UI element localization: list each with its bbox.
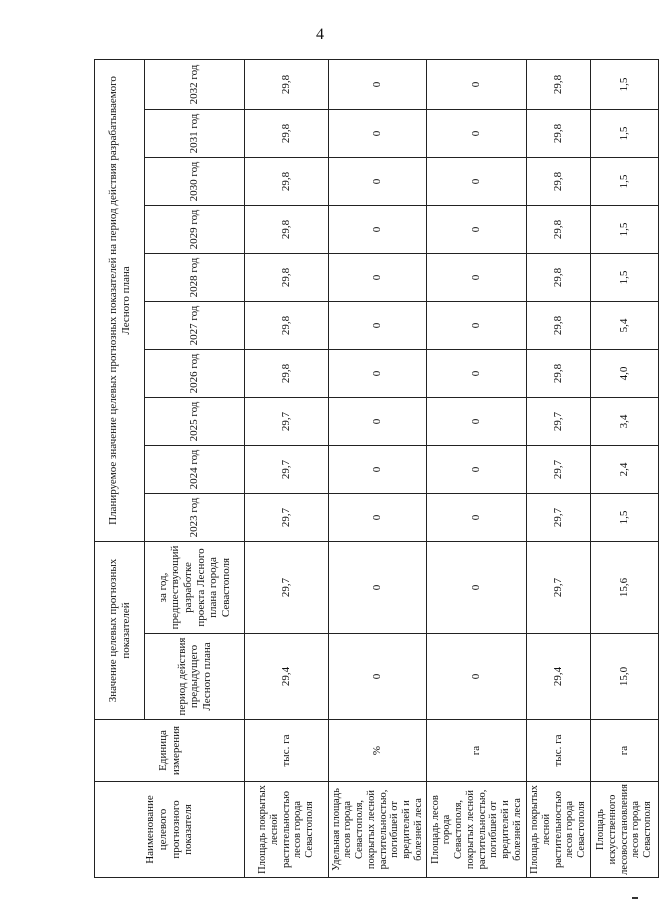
year-value-cell: 0 xyxy=(427,349,527,397)
prev-year-cell: 0 xyxy=(427,541,527,633)
year-value-cell: 29,7 xyxy=(245,445,329,493)
indicator-name: Площадь лесов города Севастополя, покрытых лесной растительностью, погибшей от вредителей и болезней леса xyxy=(427,782,527,878)
year-value-cell: 0 xyxy=(329,397,427,445)
year-value-cell: 29,8 xyxy=(245,301,329,349)
year-value-cell: 0 xyxy=(329,349,427,397)
prev-period-cell: 0 xyxy=(329,634,427,720)
prev-year-cell: 29,7 xyxy=(245,541,329,633)
year-value-cell: 1,5 xyxy=(591,205,659,253)
indicator-name: Удельная площадь лесов города Севастополя, покрытых лесной растительностью, погибшей от вредителей и болезней леса xyxy=(329,782,427,878)
header-year: 2031 год xyxy=(145,109,245,157)
year-value-cell: 0 xyxy=(329,493,427,541)
year-value-cell: 29,8 xyxy=(245,349,329,397)
year-value-cell: 0 xyxy=(427,397,527,445)
year-value-cell: 29,8 xyxy=(245,109,329,157)
year-value-cell: 1,5 xyxy=(591,157,659,205)
indicator-name: Площадь покрытых лесной растительностью лесов города Севастополя xyxy=(527,782,591,878)
year-value-cell: 29,8 xyxy=(527,349,591,397)
header-values-group: Значение целевых прогнозных показателей xyxy=(95,541,145,719)
header-prev-year: за год, предшествующий разработке проекта Лесного плана города Севастополя xyxy=(145,541,245,633)
year-value-cell: 29,7 xyxy=(527,397,591,445)
prev-year-cell: 15,6 xyxy=(591,541,659,633)
header-year: 2030 год xyxy=(145,157,245,205)
year-value-cell: 1,5 xyxy=(591,59,659,109)
table-row xyxy=(427,59,527,877)
year-value-cell: 29,7 xyxy=(527,493,591,541)
year-value-cell: 0 xyxy=(427,253,527,301)
year-value-cell: 1,5 xyxy=(591,109,659,157)
unit-cell: тыс. га xyxy=(245,720,329,782)
forecast-indicators-table xyxy=(94,59,659,878)
year-value-cell: 29,8 xyxy=(527,205,591,253)
year-value-cell: 2,4 xyxy=(591,445,659,493)
prev-year-cell: 0 xyxy=(329,541,427,633)
year-value-cell: 29,8 xyxy=(245,253,329,301)
year-value-cell: 0 xyxy=(427,445,527,493)
unit-cell: га xyxy=(427,720,527,782)
year-value-cell: 1,5 xyxy=(591,493,659,541)
year-value-cell: 0 xyxy=(427,301,527,349)
year-value-cell: 0 xyxy=(427,493,527,541)
table-row xyxy=(591,59,659,877)
page-number: 4 xyxy=(316,26,324,43)
year-value-cell: 29,7 xyxy=(527,445,591,493)
header-planned-group: Планируемое значение целевых прогнозных показателей на период действия разрабатываемого Лесного плана xyxy=(95,59,145,541)
unit-cell: тыс. га xyxy=(527,720,591,782)
year-value-cell: 0 xyxy=(427,205,527,253)
table-row xyxy=(329,59,427,877)
year-value-cell: 0 xyxy=(427,157,527,205)
header-year: 2027 год xyxy=(145,301,245,349)
year-value-cell: 1,5 xyxy=(591,253,659,301)
prev-period-cell: 29,4 xyxy=(245,634,329,720)
header-unit: Единица измерения xyxy=(95,720,245,782)
year-value-cell: 0 xyxy=(329,301,427,349)
prev-period-cell: 29,4 xyxy=(527,634,591,720)
header-indicator-name: Наименование целевого прогнозного показателя xyxy=(95,782,245,878)
header-year: 2024 год xyxy=(145,445,245,493)
year-value-cell: 0 xyxy=(427,109,527,157)
prev-year-cell: 29,7 xyxy=(527,541,591,633)
year-value-cell: 0 xyxy=(329,445,427,493)
year-value-cell: 0 xyxy=(329,205,427,253)
header-year: 2025 год xyxy=(145,397,245,445)
year-value-cell: 29,8 xyxy=(245,59,329,109)
year-value-cell: 29,8 xyxy=(527,157,591,205)
year-value-cell: 0 xyxy=(329,253,427,301)
year-value-cell: 29,8 xyxy=(527,109,591,157)
unit-cell: га xyxy=(591,720,659,782)
year-value-cell: 29,7 xyxy=(245,397,329,445)
year-value-cell: 29,8 xyxy=(245,157,329,205)
header-prev-period: период действия предыдущего Лесного плана xyxy=(145,634,245,720)
year-value-cell: 5,4 xyxy=(591,301,659,349)
header-year: 2029 год xyxy=(145,205,245,253)
year-value-cell: 29,8 xyxy=(527,253,591,301)
year-value-cell: 3,4 xyxy=(591,397,659,445)
edge-mark xyxy=(632,897,638,899)
unit-cell: % xyxy=(329,720,427,782)
header-year: 2023 год xyxy=(145,493,245,541)
year-value-cell: 29,8 xyxy=(527,301,591,349)
indicator-name: Площадь искусственного лесовосстановления лесов города Севастополя xyxy=(591,782,659,878)
table-row xyxy=(527,59,591,877)
landscape-table-wrapper xyxy=(94,60,654,878)
table-row xyxy=(245,59,329,877)
year-value-cell: 29,7 xyxy=(245,493,329,541)
year-value-cell: 0 xyxy=(329,109,427,157)
year-value-cell: 29,8 xyxy=(527,59,591,109)
year-value-cell: 29,8 xyxy=(245,205,329,253)
header-year: 2032 год xyxy=(145,59,245,109)
year-value-cell: 0 xyxy=(329,157,427,205)
year-value-cell: 4,0 xyxy=(591,349,659,397)
prev-period-cell: 15,0 xyxy=(591,634,659,720)
year-value-cell: 0 xyxy=(329,59,427,109)
header-year: 2026 год xyxy=(145,349,245,397)
indicator-name: Площадь покрытых лесной растительностью лесов города Севастополя xyxy=(245,782,329,878)
year-value-cell: 0 xyxy=(427,59,527,109)
header-year: 2028 год xyxy=(145,253,245,301)
prev-period-cell: 0 xyxy=(427,634,527,720)
